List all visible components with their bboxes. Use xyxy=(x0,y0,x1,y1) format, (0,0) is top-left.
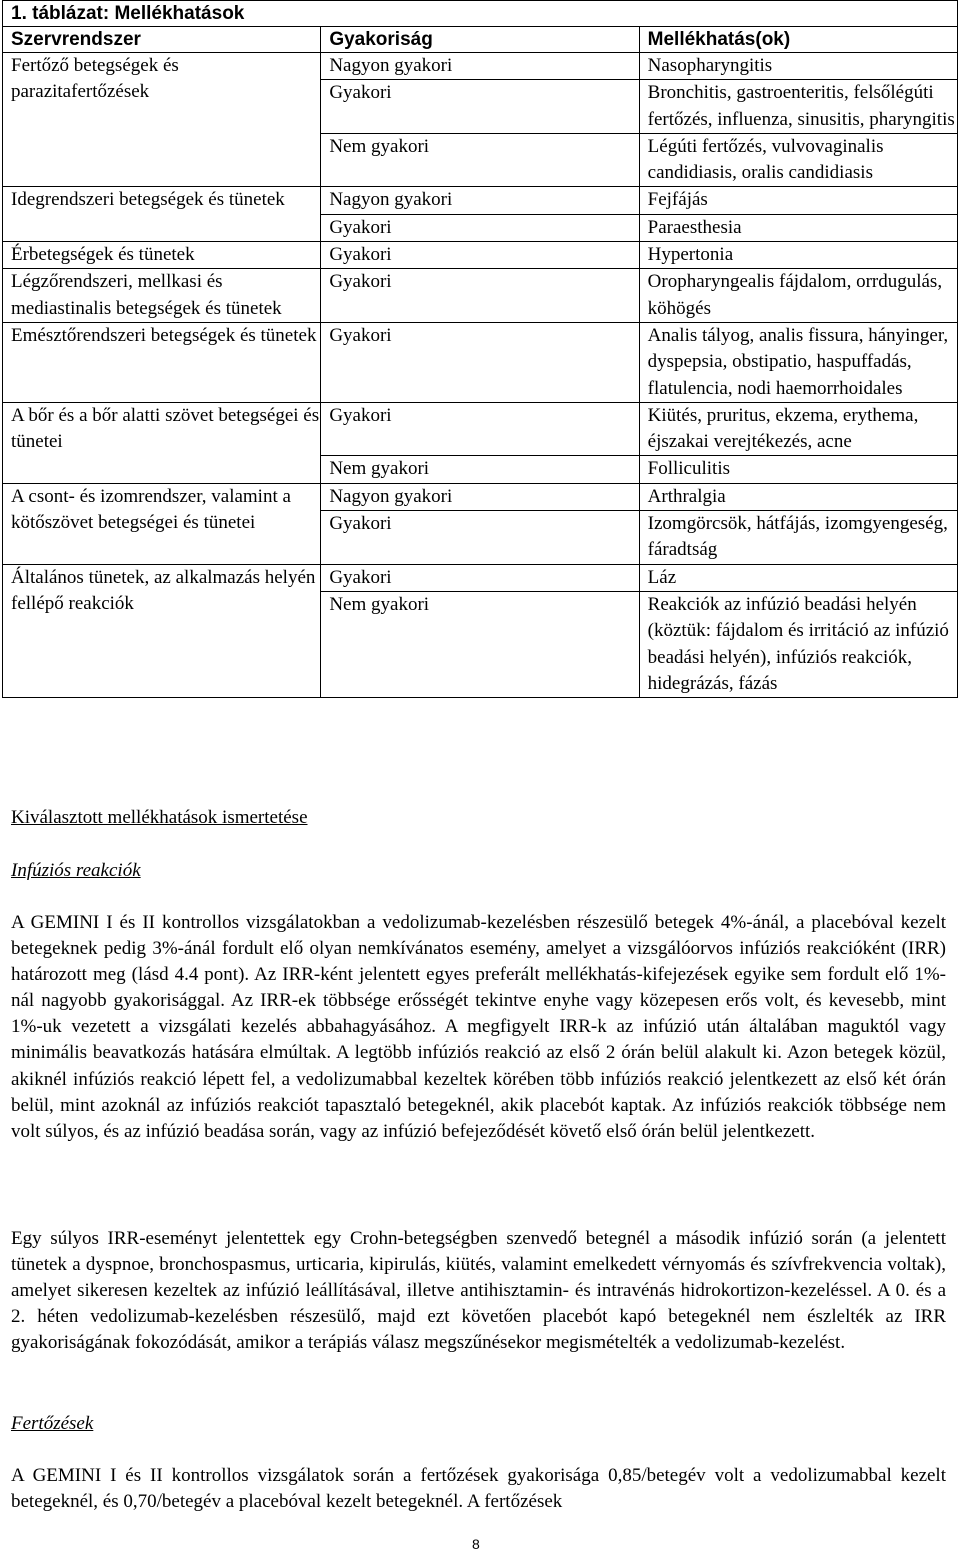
frequency-cell: Gyakori xyxy=(321,322,639,402)
frequency-cell: Nem gyakori xyxy=(321,591,639,697)
frequency-cell: Nem gyakori xyxy=(321,456,639,483)
table-row xyxy=(3,187,958,214)
effects-cell: Folliculitis xyxy=(639,456,957,483)
page-number: 8 xyxy=(472,1536,480,1552)
frequency-cell: Nagyon gyakori xyxy=(321,53,639,80)
infusion-paragraph-1: A GEMINI I és II kontrollos vizsgálatokban a vedolizumab-kezelésben részesülő betegek 4%-ánál, a placebóval kezelt betegeknek pedig 3%-ánál fordult elő olyan nemkívánatos esemény, amelyet a vizsgálóorvos infúziós reakcióként (IRR) határozott meg (lásd 4.4 pont). Az IRR-ként jelentett egyes preferált mellékhatás-kifejezések egyike sem fordult elő 1%-nál nagyobb gyakorisággal. Az IRR-ek többsége erősségét tekintve enyhe vagy közepesen erős volt, és kevesebb, mint 1%-uk vezetett a vizsgálati kezelés abbahagyásához. A megfigyelt IRR-k az infúzió után általában maguktól vagy minimális beavatkozás hatására elmúltak. A legtöbb infúziós reakció az első 2 órán belül alakult ki. Azon betegek közül, akiknél infúziós reakció lépett fel, a vedolizumabbal kezeltek körében több infúziós reakció jelentkezett az első két órán belül, mint azoknál az infúziós reakciót tapasztaló betegeknél, akik placebót kaptak. Az infúziós reakciók többsége nem volt súlyos, és az infúzió beadása során, vagy az infúzió befejeződését követő első órán belül jelentkezett. xyxy=(11,912,946,1142)
table-caption: 1. táblázat: Mellékhatások xyxy=(3,1,958,27)
organ-cell: Általános tünetek, az alkalmazás helyén fellépő reakciók xyxy=(3,564,321,697)
effects-cell: Láz xyxy=(639,564,957,591)
frequency-cell: Nem gyakori xyxy=(321,133,639,187)
effects-cell: Analis tályog, analis fissura, hányinger, dyspepsia, obstipatio, haspuffadás, flatulencia, nodi haemorrhoidales xyxy=(639,322,957,402)
effects-cell: Fejfájás xyxy=(639,187,957,214)
effects-cell: Légúti fertőzés, vulvovaginalis candidiasis, oralis candidiasis xyxy=(639,133,957,187)
frequency-cell: Gyakori xyxy=(321,511,639,565)
effects-cell: Reakciók az infúzió beadási helyén (köztük: fájdalom és irritáció az infúzió beadási helyén), infúziós reakciók, hidegrázás, fázás xyxy=(639,591,957,697)
frequency-cell: Nagyon gyakori xyxy=(321,187,639,214)
column-header-organ: Szervrendszer xyxy=(3,27,321,53)
frequency-cell: Gyakori xyxy=(321,564,639,591)
infusion-paragraph-2: Egy súlyos IRR-eseményt jelentettek egy Crohn-betegségben szenvedő betegnél a második infúzió során (a jelentett tünetek a dyspnoe, bronchospasmus, urticaria, kipirulás, kiütés, valamint emelkedett vérnyomás és szívfrekvencia voltak), amelyet sikeresen kezeltek az infúzió leállításával, illetve antihisztamin- és intravénás hidrokortizon-kezeléssel. A 0. és a 2. héten vedolizumab-kezelésben részesülő, majd ezt követően placebót kapó betegeknél nem észlelték az IRR gyakoriságának fokozódását, amikor a terápiás válasz megszűnésekor megismételték a vedolizumab-kezelést. xyxy=(11,1228,946,1354)
organ-cell: Emésztőrendszeri betegségek és tünetek xyxy=(3,322,321,402)
organ-cell: Fertőző betegségek és parazitafertőzések xyxy=(3,53,321,187)
infections-paragraph-1: A GEMINI I és II kontrollos vizsgálatok során a fertőzések gyakorisága 0,85/betegév volt a vedolizumabbal kezelt betegeknél, és 0,70/betegév a placebóval kezelt betegeknél. A fertőzések xyxy=(11,1465,946,1513)
frequency-cell: Gyakori xyxy=(321,242,639,269)
table-row xyxy=(3,322,958,402)
effects-cell: Paraesthesia xyxy=(639,214,957,241)
organ-cell: A bőr és a bőr alatti szövet betegségei és tünetei xyxy=(3,402,321,483)
frequency-cell: Gyakori xyxy=(321,214,639,241)
table-row xyxy=(3,564,958,591)
effects-cell: Bronchitis, gastroenteritis, felsőlégúti fertőzés, influenza, sinusitis, pharyngitis xyxy=(639,80,957,134)
frequency-cell: Nagyon gyakori xyxy=(321,483,639,510)
frequency-cell: Gyakori xyxy=(321,402,639,456)
effects-cell: Oropharyngealis fájdalom, orrdugulás, köhögés xyxy=(639,269,957,323)
organ-cell: Légzőrendszeri, mellkasi és mediastinalis betegségek és tünetek xyxy=(3,269,321,323)
table-row xyxy=(3,269,958,323)
effects-cell: Arthralgia xyxy=(639,483,957,510)
effects-cell: Nasopharyngitis xyxy=(639,53,957,80)
frequency-cell: Gyakori xyxy=(321,269,639,323)
frequency-cell: Gyakori xyxy=(321,80,639,134)
organ-cell: A csont- és izomrendszer, valamint a kötőszövet betegségei és tünetei xyxy=(3,483,321,564)
adverse-reactions-table xyxy=(2,0,958,698)
effects-cell: Kiütés, pruritus, ekzema, erythema, éjszakai verejtékezés, acne xyxy=(639,402,957,456)
infections-heading: Fertőzések xyxy=(11,1413,94,1434)
organ-cell: Érbetegségek és tünetek xyxy=(3,242,321,269)
table-row xyxy=(3,242,958,269)
organ-cell: Idegrendszeri betegségek és tünetek xyxy=(3,187,321,242)
table-row xyxy=(3,483,958,510)
table-row xyxy=(3,402,958,456)
selected-reactions-heading: Kiválasztott mellékhatások ismertetése xyxy=(11,807,308,828)
column-header-frequency: Gyakoriság xyxy=(321,27,639,53)
column-header-effects: Mellékhatás(ok) xyxy=(639,27,957,53)
infusion-reactions-heading: Infúziós reakciók xyxy=(11,860,141,881)
table-row xyxy=(3,53,958,80)
effects-cell: Izomgörcsök, hátfájás, izomgyengeség, fáradtság xyxy=(639,511,957,565)
effects-cell: Hypertonia xyxy=(639,242,957,269)
